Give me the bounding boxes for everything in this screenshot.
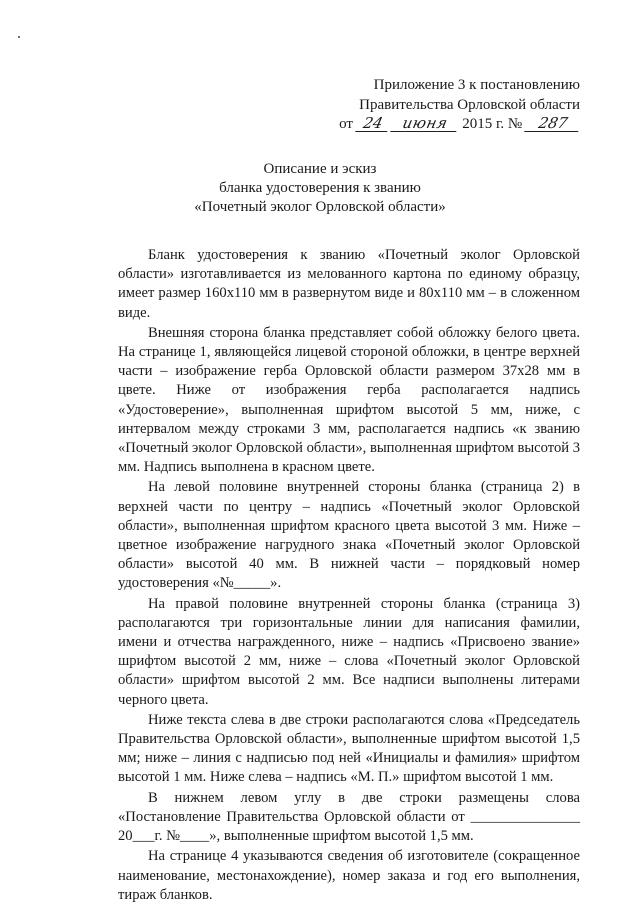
- title-line-2: бланка удостоверения к званию: [219, 180, 421, 196]
- paragraph-3: На левой половине внутренней стороны бланка (страница 2) в верхней части по центру – надпись «Почетный эколог Орловской области», выполненная шрифтом красного цвета высотой 3 мм. Ниже – цветное изображение нагрудного знака «Почетный эколог Орловской области» высотой 40 мм. В нижней части – порядковый номер удостоверения «№_____».: [118, 479, 580, 592]
- from-label: от: [339, 116, 353, 132]
- scan-speck: [18, 36, 20, 38]
- appendix-date-line: [330, 115, 580, 135]
- paragraph-7: На странице 4 указываются сведения об изготовителе (сокращенное наименование, местонахождение), номер заказа и год его выполнения, тираж бланков.: [118, 848, 580, 903]
- paragraph-6: В нижнем левом углу в две строки размещены слова «Постановление Правительства Орловской области от _______________ 20___г. №____», выполненные шрифтом высотой 1,5 мм.: [118, 789, 580, 845]
- title-line-3: «Почетный эколог Орловской области»: [194, 199, 446, 215]
- paragraph-1: Бланк удостоверения к званию «Почетный эколог Орловской области» изготавливается из мелованного картона по единому образцу, имеет размер 160x110 мм в развернутом виде и 80x110 мм – в сложенном виде.: [118, 247, 580, 321]
- handwritten-day: 24: [355, 115, 391, 132]
- title-line-1: Описание и эскиз: [263, 161, 377, 177]
- paragraph-2: Внешняя сторона бланка представляет собой обложку белого цвета. На странице 1, являющейся лицевой стороной обложки, в центре верхней части – изображение герба Орловской области размером 37x28 мм в цвете. Ниже от изображения герба располагается надпись «Удостоверение», выполненная шрифтом высотой 5 мм, ниже, с интервалом между строками 3 мм, располагается надпись «к званию «Почетный эколог Орловской области», выполненная шрифтом высотой 3 мм. Надпись выполнена в красном цвете.: [118, 324, 580, 476]
- paragraph-5: Ниже текста слева в две строки располагаются слова «Председатель Правительства Орловской области», выполненные шрифтом высотой 1,5 мм; ниже – линия с надписью под ней «Инициалы и фамилия» шрифтом высотой 1 мм. Ниже слева – надпись «М. П.» шрифтом высотой 1 мм.: [118, 711, 580, 786]
- appendix-header: [330, 76, 580, 135]
- document-title: [120, 160, 520, 217]
- document-body: [118, 246, 580, 905]
- handwritten-month: июня: [391, 115, 461, 132]
- year-and-number-label: 2015 г. №: [462, 116, 523, 132]
- handwritten-doc-number: 287: [524, 115, 582, 132]
- appendix-line-2: Правительства Орловской области: [359, 96, 580, 113]
- paragraph-4: На правой половине внутренней стороны бланка (страница 3) располагаются три горизонтальные линии для написания фамилии, имени и отчества награжденного, ниже – надпись «Присвоено звание» шрифтом высотой 2 мм, ниже – слова «Почетный эколог Орловской области» шрифтом высотой 2 мм. Все надписи выполнены литерами черного цвета.: [118, 595, 580, 708]
- appendix-line-1: Приложение 3 к постановлению: [373, 77, 580, 93]
